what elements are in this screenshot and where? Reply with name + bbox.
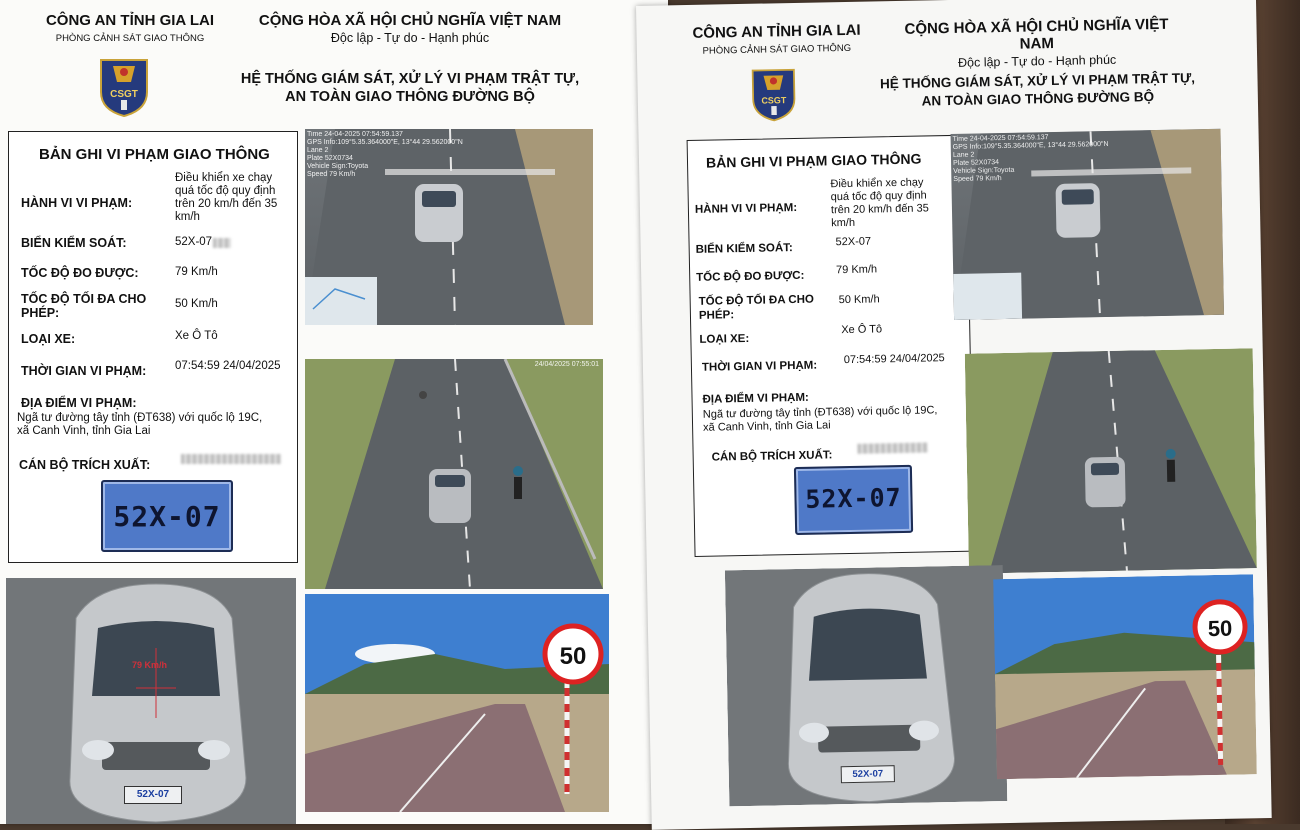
overlay-line: Vehicle Sign:Toyota <box>307 163 369 170</box>
republic-name: CỘNG HÒA XÃ HỘI CHỦ NGHĨA VIỆT NAM <box>258 12 562 29</box>
violation-line: trên 20 km/h đến 35 <box>830 202 929 217</box>
max-speed-label-line1: TỐC ĐỘ TỐI ĐA CHO <box>698 293 815 308</box>
overlay-line: Speed 79 Km/h <box>307 171 356 178</box>
system-title <box>837 68 1238 112</box>
location-line: xã Canh Vinh, tỉnh Gia Lai <box>702 419 831 434</box>
plate-blur <box>213 238 231 248</box>
time-value: 07:54:59 24/04/2025 <box>175 360 281 372</box>
location-label: ĐỊA ĐIỂM VI PHẠM: <box>702 391 809 406</box>
vehicle-label: LOẠI XE: <box>699 332 750 346</box>
violation-value <box>830 176 929 230</box>
max-speed-label-line2: PHÉP: <box>21 306 60 320</box>
overlay-line: GPS Info:109°5.35.364000"E, 13°44 29.562000"N <box>952 140 1109 151</box>
officer-label: CÁN BỘ TRÍCH XUẤT: <box>711 449 833 464</box>
vehicle-value: Xe Ô Tô <box>175 330 218 342</box>
time-label: THỜI GIAN VI PHẠM: <box>701 359 818 374</box>
agency-header <box>30 12 230 44</box>
violation-value <box>175 172 277 224</box>
overlay-line: GPS Info:109°5.35.364000"E, 13°44 29.562000"N <box>307 139 463 146</box>
violation-line: quá tốc độ quy định <box>830 189 927 204</box>
republic-header <box>886 15 1187 71</box>
camera-photo-car-closeup <box>6 578 296 824</box>
car-speed-tag: 79 Km/h <box>132 660 168 670</box>
officer-label: CÁN BỘ TRÍCH XUẤT: <box>19 458 151 472</box>
license-plate-text: 52X-07 <box>113 500 221 533</box>
max-speed-label-line1: TỐC ĐỘ TỐI ĐA CHO <box>21 292 147 306</box>
plate-label: BIỂN KIỂM SOÁT: <box>21 236 127 250</box>
photo-timestamp: 24/04/2025 07:55:01 <box>534 361 599 368</box>
record-title: BẢN GHI VI PHẠM GIAO THÔNG <box>705 150 922 171</box>
location-label: ĐỊA ĐIỂM VI PHẠM: <box>21 396 137 410</box>
max-speed-value: 50 Km/h <box>838 293 880 307</box>
system-title-line1: HỆ THỐNG GIÁM SÁT, XỬ LÝ VI PHẠM TRẬT TỰ, <box>879 70 1196 92</box>
system-title <box>200 70 620 106</box>
license-plate-crop <box>794 465 913 535</box>
license-plate-text: 52X-07 <box>805 482 902 514</box>
speed-label: TỐC ĐỘ ĐO ĐƯỢC: <box>21 266 139 280</box>
system-title-line1: HỆ THỐNG GIÁM SÁT, XỬ LÝ VI PHẠM TRẬT TỰ, <box>240 71 580 87</box>
location-value <box>703 404 938 434</box>
speed-value: 79 Km/h <box>835 263 878 277</box>
emblem-text: CSGT <box>110 89 138 100</box>
csgt-emblem-icon <box>747 65 800 124</box>
camera-photo-overview <box>951 129 1225 320</box>
vehicle-label: LOẠI XE: <box>21 332 76 346</box>
time-value: 07:54:59 24/04/2025 <box>843 352 945 367</box>
system-title-line2: AN TOÀN GIAO THÔNG ĐƯỜNG BỘ <box>921 89 1155 109</box>
location-line: Ngã tư đường tây tỉnh (ĐT638) với quốc lộ 19C, <box>702 404 938 421</box>
violation-line: Điều khiển xe chạy <box>175 172 273 184</box>
car-front-plate: 52X-07 <box>124 786 182 804</box>
violation-line: trên 20 km/h đến 35 <box>175 198 278 210</box>
agency-name: CÔNG AN TỈNH GIA LAI <box>45 12 215 29</box>
speed-label: TỐC ĐỘ ĐO ĐƯỢC: <box>696 269 805 284</box>
overlay-line: Time 24-04-2025 07:54:59.137 <box>307 131 403 138</box>
camera-photo-road <box>965 348 1257 573</box>
department-name: PHÒNG CẢNH SÁT GIAO THÔNG <box>702 42 852 57</box>
violation-document-right <box>636 0 1272 830</box>
department-name: PHÒNG CẢNH SÁT GIAO THÔNG <box>55 33 205 44</box>
camera-photo-speed-sign <box>993 574 1257 779</box>
agency-header <box>686 22 867 57</box>
officer-name-blur <box>181 454 281 464</box>
violation-label: HÀNH VI VI PHẠM: <box>694 201 798 216</box>
violation-record-box <box>687 135 975 557</box>
republic-name: CỘNG HÒA XÃ HỘI CHỦ NGHĨA VIỆT NAM <box>904 15 1169 53</box>
camera-overlay-text <box>953 133 1110 184</box>
violation-line: km/h <box>175 211 200 223</box>
speed-sign-value: 50 <box>559 643 587 670</box>
max-speed-value: 50 Km/h <box>175 298 218 310</box>
violation-label: HÀNH VI VI PHẠM: <box>21 196 133 210</box>
max-speed-label <box>699 293 815 323</box>
overlay-line: Vehicle Sign:Toyota <box>953 166 1015 175</box>
system-title-line2: AN TOÀN GIAO THÔNG ĐƯỜNG BỘ <box>285 89 535 105</box>
overlay-line: Plate 52X0734 <box>953 159 1000 167</box>
speed-sign-value: 50 <box>1207 615 1233 642</box>
national-motto: Độc lập - Tự do - Hạnh phúc <box>330 31 490 45</box>
csgt-emblem-icon <box>95 56 153 118</box>
camera-photo-speed-sign <box>305 594 609 812</box>
max-speed-label-line2: PHÉP: <box>698 309 735 322</box>
violation-line: Điều khiển xe chạy <box>830 176 924 191</box>
location-line: Ngã tư đường tây tỉnh (ĐT638) với quốc lộ 19C, <box>17 412 263 424</box>
plate-value: 52X-07 <box>175 236 213 248</box>
camera-photo-car-closeup <box>725 565 1007 806</box>
location-line: xã Canh Vinh, tỉnh Gia Lai <box>17 425 151 437</box>
national-motto: Độc lập - Tự do - Hạnh phúc <box>957 52 1117 70</box>
emblem-text: CSGT <box>761 95 787 106</box>
overlay-line: Lane 2 <box>952 151 975 159</box>
violation-line: quá tốc độ quy định <box>175 185 276 197</box>
plate-value: 52X-07 <box>835 235 872 249</box>
speed-sign-scene <box>993 574 1257 779</box>
overlay-line: Lane 2 <box>307 147 329 154</box>
vehicle-value: Xe Ô Tô <box>841 323 883 337</box>
location-value <box>17 412 262 438</box>
speed-sign-scene <box>305 594 609 812</box>
record-title: BẢN GHI VI PHẠM GIAO THÔNG <box>39 146 270 163</box>
plate-label: BIỂN KIỂM SOÁT: <box>695 242 793 256</box>
republic-header <box>250 12 570 45</box>
car-front-plate: 52X-07 <box>841 765 895 783</box>
overlay-line: Speed 79 Km/h <box>953 175 1002 183</box>
overlay-line: Time 24-04-2025 07:54:59.137 <box>952 134 1049 143</box>
max-speed-label <box>21 292 146 320</box>
violation-line: km/h <box>831 216 856 230</box>
road-scene-2 <box>305 359 603 589</box>
speed-value: 79 Km/h <box>175 266 218 278</box>
camera-photo-overview <box>305 129 593 325</box>
overlay-line: Plate 52X0734 <box>307 155 353 162</box>
officer-name-blur <box>857 442 927 453</box>
road-scene-2 <box>965 348 1257 573</box>
violation-record-box <box>8 131 298 563</box>
agency-name: CÔNG AN TỈNH GIA LAI <box>692 21 861 42</box>
time-label: THỜI GIAN VI PHẠM: <box>21 364 147 378</box>
license-plate-crop <box>101 480 233 552</box>
camera-photo-road <box>305 359 603 589</box>
camera-overlay-text <box>307 131 463 179</box>
